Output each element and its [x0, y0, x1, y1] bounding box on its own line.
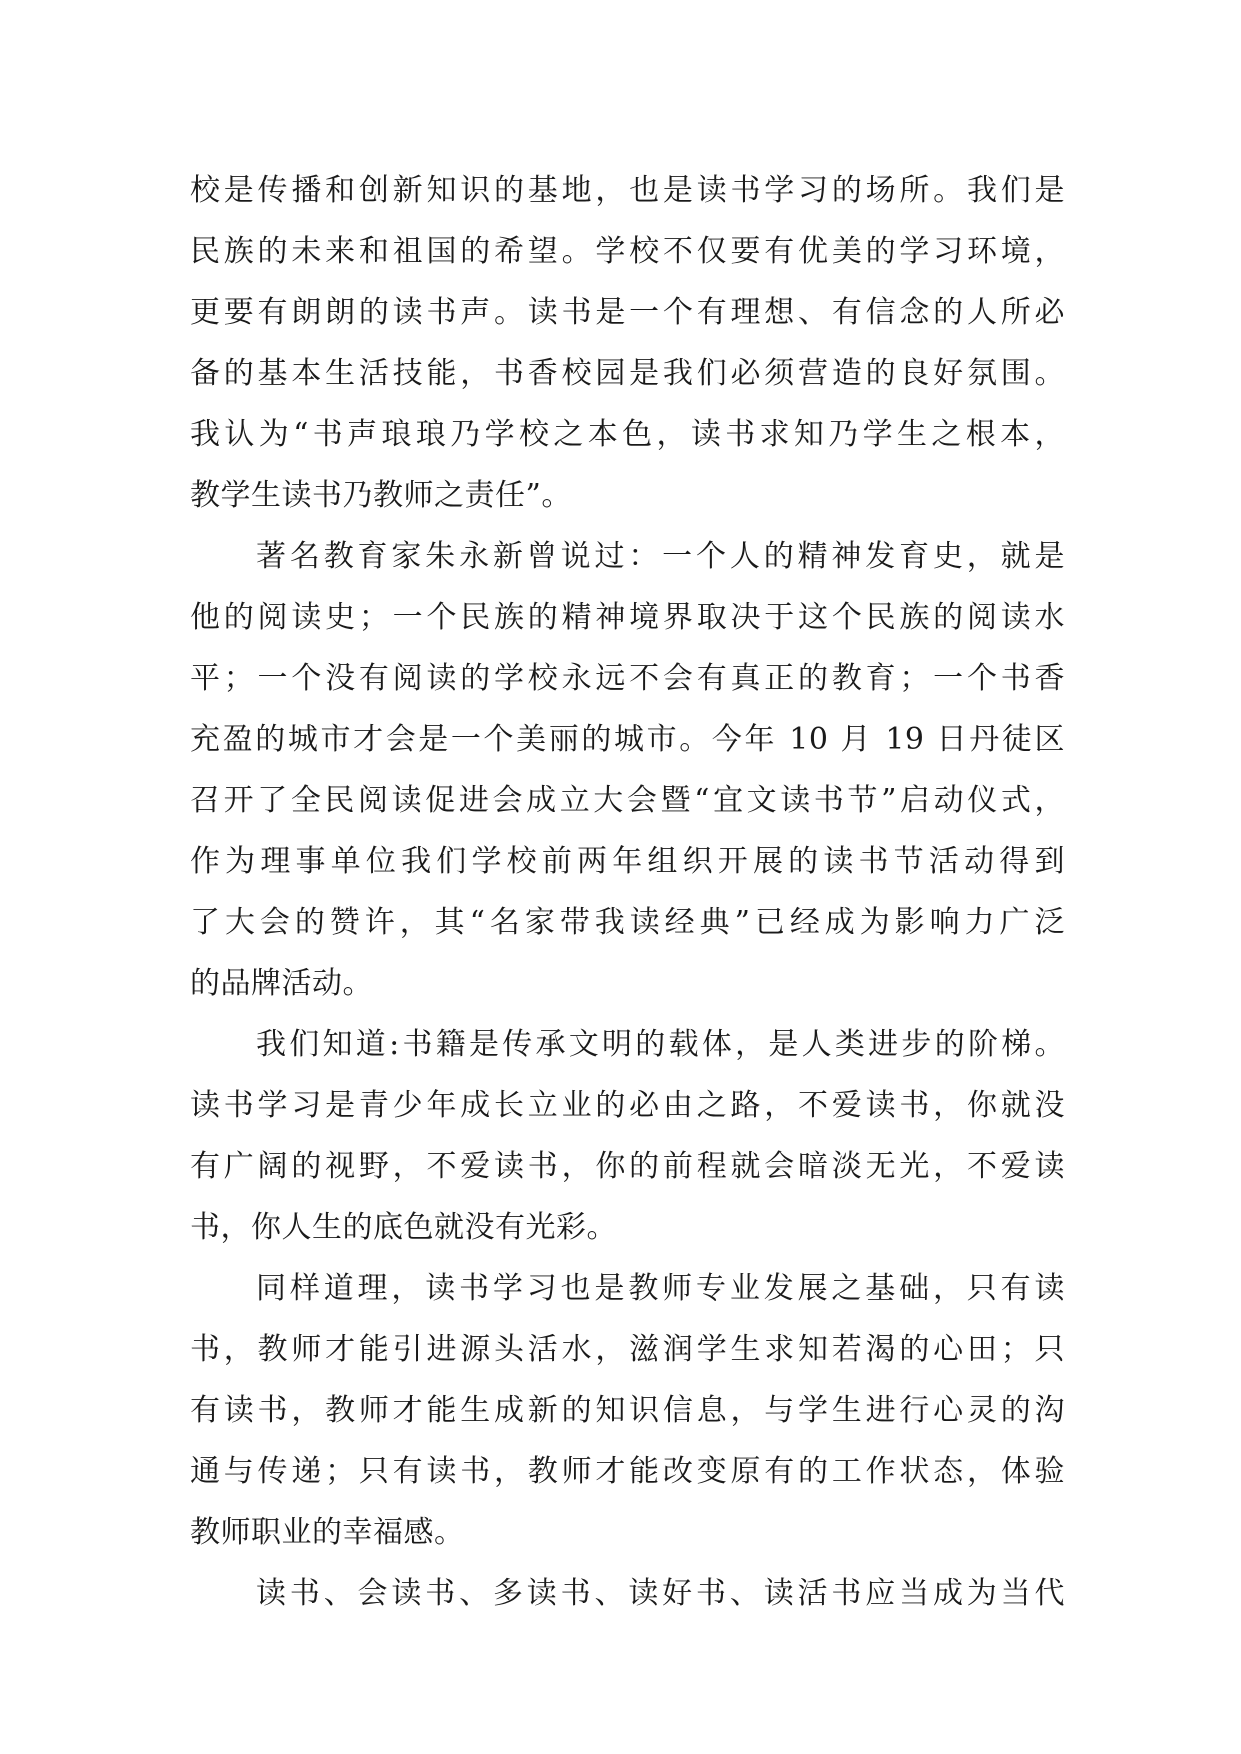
text-line: 他的阅读史；一个民族的精神境界取决于这个民族的阅读水: [190, 600, 1065, 635]
text-line: 书，你人生的底色就没有光彩。: [190, 1210, 617, 1245]
text-line: 民族的未来和祖国的希望。学校不仅要有优美的学习环境，: [190, 234, 1065, 269]
body-text: [190, 160, 1065, 1624]
text-line: 读书学习是青少年成长立业的必由之路，不爱读书，你就没: [190, 1088, 1065, 1123]
paragraph: [190, 1563, 1065, 1624]
text-line: 了大会的赞许，其“名家带我读经典”已经成为影响力广泛: [190, 905, 1065, 940]
paragraph: [190, 526, 1065, 1014]
text-line: 的品牌活动。: [190, 966, 373, 1001]
text-line: 读书、会读书、多读书、读好书、读活书应当成为当代: [256, 1576, 1065, 1611]
text-line: 著名教育家朱永新曾说过：一个人的精神发育史，就是: [256, 539, 1065, 574]
text-line: 通与传递；只有读书，教师才能改变原有的工作状态，体验: [190, 1454, 1065, 1489]
text-line: 更要有朗朗的读书声。读书是一个有理想、有信念的人所必: [190, 295, 1065, 330]
text-line: 有读书，教师才能生成新的知识信息，与学生进行心灵的沟: [190, 1393, 1065, 1428]
text-line: 有广阔的视野，不爱读书，你的前程就会暗淡无光，不爱读: [190, 1149, 1065, 1184]
text-line: 召开了全民阅读促进会成立大会暨“宜文读书节”启动仪式，: [190, 783, 1065, 818]
text-line: 教学生读书乃教师之责任”。: [190, 478, 572, 513]
text-line: 备的基本生活技能，书香校园是我们必须营造的良好氛围。: [190, 356, 1065, 391]
text-line: 作为理事单位我们学校前两年组织开展的读书节活动得到: [190, 844, 1065, 879]
text-line: 我们知道:书籍是传承文明的载体，是人类进步的阶梯。: [256, 1027, 1065, 1062]
paragraph: [190, 160, 1065, 526]
text-line: 我认为“书声琅琅乃学校之本色，读书求知乃学生之根本，: [190, 417, 1065, 452]
paragraph: [190, 1258, 1065, 1563]
paragraph: [190, 1014, 1065, 1258]
text-line: 教师职业的幸福感。: [190, 1515, 465, 1550]
text-line: 充盈的城市才会是一个美丽的城市。今年 10 月 19 日丹徒区: [190, 722, 1065, 757]
text-line: 校是传播和创新知识的基地，也是读书学习的场所。我们是: [190, 173, 1065, 208]
text-line: 平；一个没有阅读的学校永远不会有真正的教育；一个书香: [190, 661, 1065, 696]
text-line: 同样道理，读书学习也是教师专业发展之基础，只有读: [256, 1271, 1065, 1306]
text-line: 书，教师才能引进源头活水，滋润学生求知若渴的心田；只: [190, 1332, 1065, 1367]
